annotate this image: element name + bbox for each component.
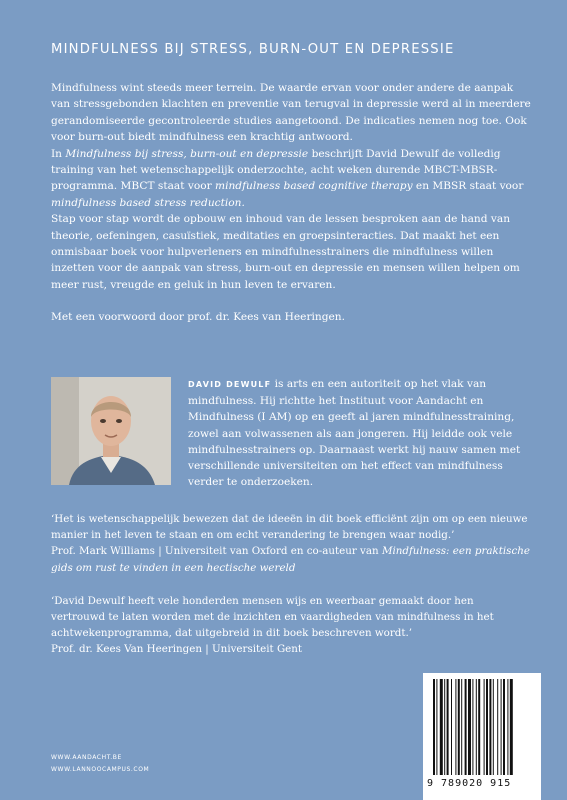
description xyxy=(51,80,531,326)
website-links xyxy=(51,752,149,776)
author-bio-text: is arts en een autoriteit op het vlak van mindfulness. Hij richtte het Instituut voor Aandacht en Mindfulness (I AM) op en geeft al jaren mindfulnesstraining, zowel aan volwassenen als aan jongeren. Hij leidde ook vele mindfulnesstrainers op. Daarnaast werkt hij nauw samen met verschillende universiteiten om het effect van mindfulness verder te onderzoeken. xyxy=(188,378,521,489)
mbct-definition: mindfulness based cognitive therapy xyxy=(215,180,413,193)
url-lannoocampus: WWW.LANNOOCAMPUS.COM xyxy=(51,766,150,773)
intro-paragraph-3: Stap voor stap wordt de opbouw en inhoud van de lessen besproken aan de hand van theorie, oefeningen, casuïstiek, meditaties en groepsinteracties. Dat maakt het een onmisbaar boek voor hulpverleners en mindfulnesstrainers die mindfulness willen inzetten voor de aanpak van stress, burn-out en depressie en mensen willen helpen om meer rust, vreugde en geluk in hun leven te ervaren. xyxy=(51,213,520,291)
foreword-note: Met een voorwoord door prof. dr. Kees van Heeringen. xyxy=(51,311,345,324)
author-photo xyxy=(51,377,171,485)
quote-2-attribution: Prof. dr. Kees Van Heeringen | Universiteit Gent xyxy=(51,643,303,656)
mbsr-definition: mindfulness based stress reduction. xyxy=(51,196,245,209)
book-title-italic: Mindfulness bij stress, burn-out en depressie xyxy=(65,147,309,160)
barcode-bars xyxy=(431,679,533,777)
book-title: MINDFULNESS BIJ STRESS, BURN-OUT EN DEPRESSIE xyxy=(51,42,455,57)
quote-1-attribution: Prof. Mark Williams | Universiteit van Oxford en co-auteur van Mindfulness: een praktische gids om rust te vinden in een hectische wereld xyxy=(51,545,530,574)
endorsements xyxy=(51,511,531,658)
intro-paragraph-2: In Mindfulness bij stress, burn-out en depressie beschrijft David Dewulf de volledig training van het wetenschappelijk onderzochte, acht weken durende MBCT-MBSR-programma. MBCT staat voor mindfulness based cognitive therapy en MBSR staat voor mindfulness based stress reduction. xyxy=(51,147,524,209)
author-bio xyxy=(188,376,528,490)
barcode xyxy=(423,673,541,800)
url-aandacht: WWW.AANDACHT.BE xyxy=(51,754,122,761)
isbn-number: 9 789020 915 xyxy=(427,778,512,789)
quote-1-book-title: Mindfulness: een praktische gids om rust te vinden in een hectische wereld xyxy=(51,545,530,574)
intro-paragraph-1: Mindfulness wint steeds meer terrein. De waarde ervan voor onder andere de aanpak van stressgebonden klachten en preventie van terugval in depressie werd al in meerdere gerandomiseerde gecontroleerde studies aangetoond. De indicaties nemen nog toe. Ook voor burn-out biedt mindfulness een krachtig antwoord. xyxy=(51,82,531,144)
quote-1-text: ‘Het is wetenschappelijk bewezen dat de ideeën in dit boek efficiënt zijn om op een nieuwe manier in het leven te staan en om echt verandering te brengen waar nodig.’ xyxy=(51,513,528,542)
quote-2-text: ‘David Dewulf heeft vele honderden mensen wijs en weerbaar gemaakt door hen vertrouwd te laten worden met de inzichten en vaardigheden van mindfulness in het achtwekenprogramma, dat uitgebreid in dit boek beschreven wordt.’ xyxy=(51,594,494,640)
author-name: DAVID DEWULF xyxy=(188,380,272,389)
